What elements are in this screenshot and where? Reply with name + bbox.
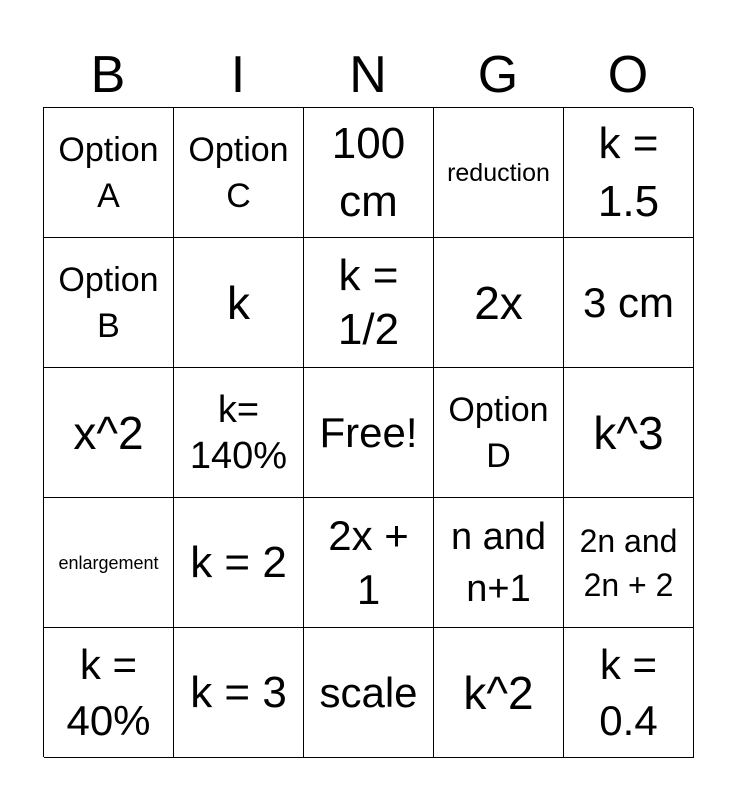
cell-text: k xyxy=(227,276,250,329)
bingo-cell-r1c2[interactable] xyxy=(174,108,304,238)
cell-text: x^2 xyxy=(73,406,144,459)
bingo-cell-r1c4[interactable] xyxy=(434,108,564,238)
cell-text: 2x xyxy=(474,276,523,329)
header-letter-n: N xyxy=(349,46,387,104)
cell-text: 2x + 1 xyxy=(328,511,409,613)
header-letter-i: I xyxy=(230,46,246,104)
bingo-cell-r1c1[interactable] xyxy=(44,108,174,238)
bingo-cell-r1c3[interactable] xyxy=(304,108,434,238)
cell-text: k= 140% xyxy=(189,388,288,477)
cell-text: scale xyxy=(319,668,418,716)
cell-text: enlargement xyxy=(58,552,159,573)
bingo-cell-r5c3[interactable] xyxy=(304,628,434,758)
cell-text: k = 0.4 xyxy=(599,640,658,744)
bingo-cell-r3c1[interactable] xyxy=(44,368,174,498)
bingo-cell-r5c1[interactable] xyxy=(44,628,174,758)
cell-text: k = 40% xyxy=(66,640,151,744)
cell-text: 2n and 2n + 2 xyxy=(579,522,678,603)
cell-text: k = 3 xyxy=(190,667,287,717)
cell-text: k^3 xyxy=(593,406,664,459)
bingo-board xyxy=(43,107,693,757)
bingo-header xyxy=(43,44,693,106)
cell-text: Option C xyxy=(188,130,289,215)
bingo-cell-r4c3[interactable] xyxy=(304,498,434,628)
bingo-cell-r5c4[interactable] xyxy=(434,628,564,758)
cell-text: reduction xyxy=(447,158,550,187)
cell-text: n and n+1 xyxy=(450,515,547,610)
bingo-cell-r5c5[interactable] xyxy=(564,628,694,758)
cell-text: Option B xyxy=(58,260,159,345)
header-letter-b: B xyxy=(90,46,126,104)
cell-text: Option A xyxy=(58,130,159,215)
cell-text: Free! xyxy=(319,408,418,456)
cell-text: 3 cm xyxy=(582,278,674,326)
bingo-cell-r2c3[interactable] xyxy=(304,238,434,368)
bingo-cell-r4c1[interactable] xyxy=(44,498,174,628)
bingo-cell-r2c2[interactable] xyxy=(174,238,304,368)
bingo-cell-r5c2[interactable] xyxy=(174,628,304,758)
bingo-cell-r4c2[interactable] xyxy=(174,498,304,628)
bingo-cell-r3c2[interactable] xyxy=(174,368,304,498)
cell-text: k = 2 xyxy=(190,537,287,587)
bingo-cell-r3c3[interactable] xyxy=(304,368,434,498)
bingo-cell-r2c4[interactable] xyxy=(434,238,564,368)
cell-text: k = 1.5 xyxy=(597,118,660,226)
header-letter-g: G xyxy=(477,46,519,104)
bingo-cell-r4c5[interactable] xyxy=(564,498,694,628)
bingo-cell-r1c5[interactable] xyxy=(564,108,694,238)
cell-text: k^2 xyxy=(463,666,534,719)
bingo-cell-r3c5[interactable] xyxy=(564,368,694,498)
header-letter-o: O xyxy=(607,46,649,104)
cell-text: 100 cm xyxy=(331,118,406,226)
cell-text: k = 1/2 xyxy=(337,250,400,354)
bingo-cell-r3c4[interactable] xyxy=(434,368,564,498)
cell-text: Option D xyxy=(448,390,549,475)
bingo-cell-r4c4[interactable] xyxy=(434,498,564,628)
bingo-cell-r2c1[interactable] xyxy=(44,238,174,368)
bingo-cell-r2c5[interactable] xyxy=(564,238,694,368)
